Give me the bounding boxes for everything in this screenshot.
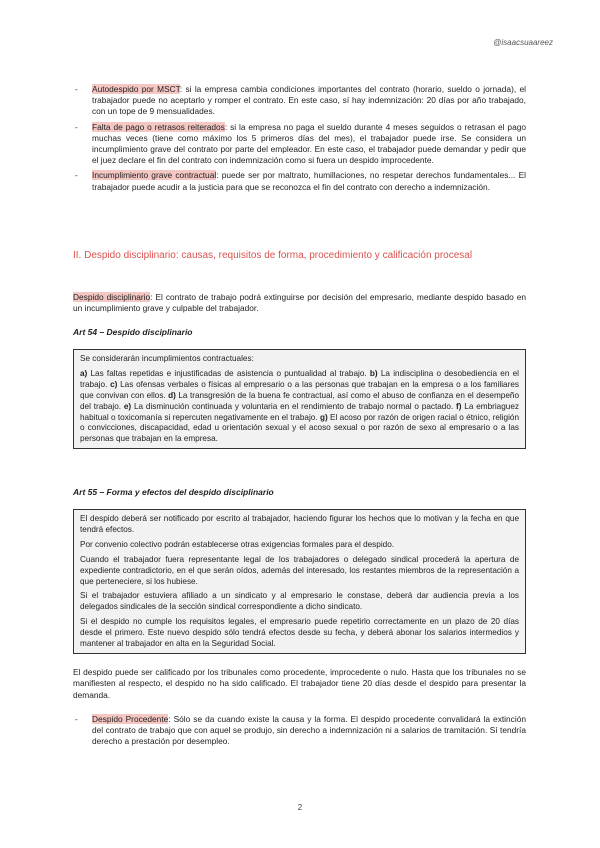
bullet-text: : puede ser por maltrato, humillaciones, no respetar derechos fundamentales... El trabajador puede acudir a la justicia para que se reconozca el fin del contrato con derecho a indemnización. xyxy=(92,170,526,192)
highlighted-term: Falta de pago o retrasos reiterados xyxy=(92,121,225,132)
item-text: Las ofensas verbales o físicas al empresario o a las personas que trabajan en la empresa o a los familiares que convivan con ellos. xyxy=(80,379,519,400)
bullet-dash: - xyxy=(75,170,78,181)
item-letter: a) xyxy=(80,368,88,378)
item-text: La transgresión de la buena fe contractual, así como el abuso de confianza en el desempeño del trabajo. xyxy=(80,390,519,411)
bullet-despido-procedente xyxy=(75,714,526,748)
item-text: La disminución continuada y voluntaria en el rendimiento de trabajo normal o pactado. xyxy=(131,401,457,411)
bullet-dash: - xyxy=(75,121,78,132)
item-letter: e) xyxy=(123,401,132,411)
item-text: La embriaguez habitual o toxicomanía si repercuten negativamente en el trabajo. xyxy=(80,401,519,422)
item-letter: d) xyxy=(168,390,176,400)
author-handle: @isaacsuaareez xyxy=(493,38,553,47)
article-55-title: Art 55 – Forma y efectos del despido disciplinario xyxy=(73,487,274,497)
highlighted-term: Incumplimiento grave contractual xyxy=(92,170,217,181)
highlighted-term: Autodespido por MSCT xyxy=(92,84,180,94)
article-55-paragraph: El despido deberá ser notificado por escrito al trabajador, haciendo figurar los hechos que lo motivan y la fecha en que tendrá efectos. xyxy=(80,514,519,534)
article-55-paragraph: Cuando el trabajador fuera representante legal de los trabajadores o delegado sindical procederá la apertura de expediente contradictorio, en el que serán oídos, además del interesado, los restantes miembros de la representación a que perteneciere, si los hubiese. xyxy=(80,554,519,586)
intro-text: : El contrato de trabajo podrá extinguirse por decisión del empresario, mediante despido basado en un incumplimiento grave y culpable del trabajador. xyxy=(73,292,527,314)
bullet-incumplimiento xyxy=(75,170,526,192)
highlighted-term: Despido Procedente xyxy=(92,714,169,724)
item-text: El acoso por razón de origen racial o étnico, religión o convicciones, discapacidad, edad u orientación sexual y el acoso sexual o por razón de sexo al empresario o a las personas que trabajan en la empresa. xyxy=(80,412,519,444)
article-55-box xyxy=(73,509,526,654)
item-text: Las faltas repetidas e injustificadas de asistencia o puntualidad al trabajo. xyxy=(87,368,370,378)
intro-paragraph xyxy=(73,292,526,315)
bullet-autodespido xyxy=(75,84,526,118)
article-55-paragraph: Si el despido no cumple los requisitos legales, el empresario puede repetirlo correctamente en un plazo de 20 días desde el primero. Este nuevo despido sólo tendrá efectos desde su fecha, y deberá abonar los salarios intermedios y mantener al trabajador en alta en la Seguridad Social. xyxy=(80,617,519,649)
bullet-dash: - xyxy=(75,714,78,724)
item-letter: f) xyxy=(456,401,462,411)
item-letter: g) xyxy=(319,412,328,422)
bullet-falta-de-pago xyxy=(75,121,526,167)
article-54-title: Art 54 – Despido disciplinario xyxy=(73,327,193,337)
item-text: La indisciplina o desobediencia en el trabajo. xyxy=(80,368,519,389)
top-bullet-list xyxy=(75,84,526,197)
bullet-text: : Sólo se da cuando existe la causa y la forma. El despido procedente convalidará la extinción del contrato de trabajo que con aquel se produjo, sin derecho a indemnización ni a salarios de tramitación. Sí tendría derecho a prestación por desempleo. xyxy=(92,714,526,747)
page-number: 2 xyxy=(297,803,303,812)
item-letter: c) xyxy=(110,379,118,389)
section-heading: II. Despido disciplinario: causas, requisitos de forma, procedimiento y calificación procesal xyxy=(73,250,473,261)
item-letter: b) xyxy=(369,368,378,378)
article-54-items xyxy=(80,369,519,445)
highlighted-term: Despido disciplinario xyxy=(73,292,151,302)
bullet-dash: - xyxy=(75,84,78,94)
bullet-text: : si la empresa cambia condiciones importantes del contrato (horario, sueldo o jornada), el trabajador puede no aceptarlo y romper el contrato. En este caso, sí hay indemnización: 20 días por año trabajado, con un tope de 9 mensualidades. xyxy=(92,84,526,117)
bottom-bullet-list xyxy=(75,714,526,752)
article-55-paragraph: Si el trabajador estuviera afiliado a un sindicato y al empresario le constase, deberá dar audiencia previa a los delegados sindicales de la sección sindical correspondiente a dicho sindicato. xyxy=(80,591,519,612)
article-54-lead: Se considerarán incumplimientos contractuales: xyxy=(80,354,254,363)
calificacion-paragraph: El despido puede ser calificado por los tribunales como procedente, improcedente o nulo. Hasta que los tribunales no se manifiesten al respecto, el despido no ha sido calificado. El trabajador tiene 20 días desde el despido para presentar la demanda. xyxy=(73,667,526,700)
article-54-box xyxy=(73,349,526,449)
article-55-paragraph: Por convenio colectivo podrán establecerse otras exigencias formales para el despido. xyxy=(80,539,395,549)
bullet-text: : si la empresa no paga el sueldo durante 4 meses seguidos o retrasan el pago muchas veces (tiene como máximo los 5 primeros días del mes), el trabajador puede irse. Se considera un incumplimiento grave del contrato por parte del empleador. En este caso, el trabajador puede demandar y pedir que el juez declare el fin del contrato con indemnización como si fuera un despido improcedente. xyxy=(92,121,526,166)
